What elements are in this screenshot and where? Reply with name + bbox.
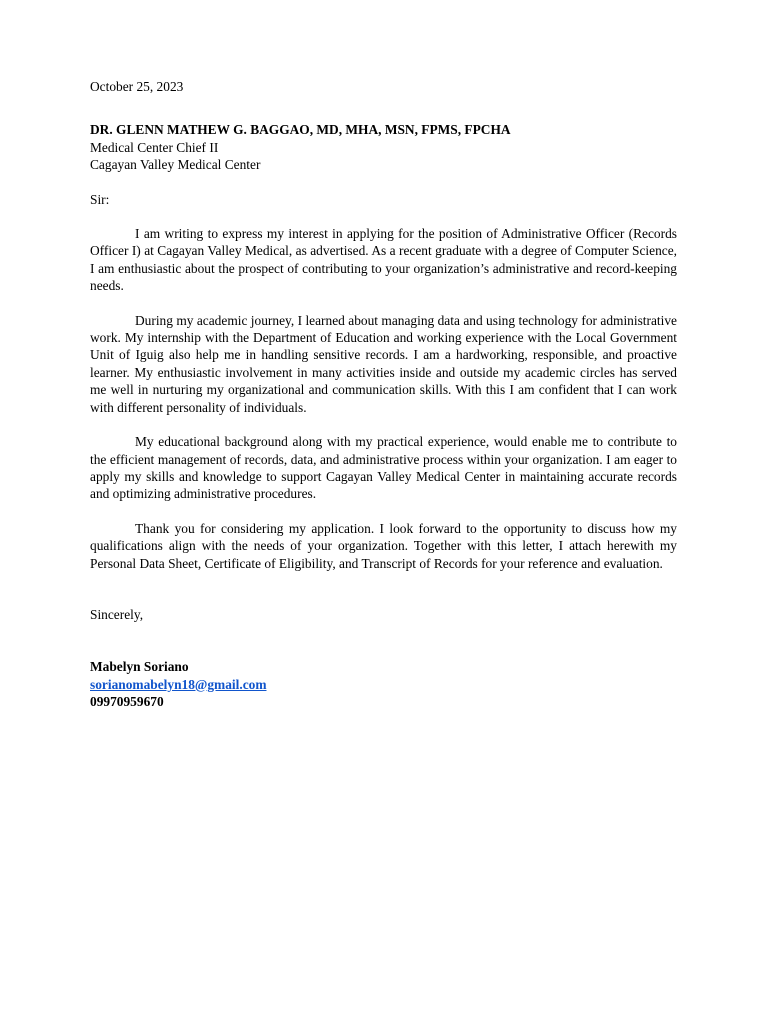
sender-name: Mabelyn Soriano	[90, 659, 189, 675]
letter-date: October 25, 2023	[90, 79, 184, 94]
body-paragraph-1: I am writing to express my interest in applying for the position of Administrative Officer (Records Officer I) at Cagayan Valley Medical, as advertised. As a recent graduate with a degree of Computer Science, I am enthusiastic about the prospect of contributing to your organization’s administrative and record-keeping needs.	[90, 226, 677, 294]
body-paragraph-3: My educational background along with my practical experience, would enable me to contribute to the efficient management of records, data, and administrative process within your organization. I am eager to apply my skills and knowledge to support Cagayan Valley Medical Center in maintaining accurate records and optimizing administrative procedures.	[90, 434, 677, 502]
signature-block	[90, 658, 677, 710]
closing: Sincerely,	[90, 606, 144, 622]
recipient-title: Medical Center Chief II	[90, 139, 219, 155]
body-paragraph-4: Thank you for considering my application. I look forward to the opportunity to discuss how my qualifications align with the needs of your organization. Together with this letter, I attach herewith my Personal Data Sheet, Certificate of Eligibility, and Transcript of Records for your reference and evaluation.	[90, 520, 677, 571]
recipient-block	[90, 121, 677, 173]
recipient-name: DR. GLENN MATHEW G. BAGGAO, MD, MHA, MSN, FPMS, FPCHA	[90, 122, 511, 138]
sender-phone: 09970959670	[90, 694, 164, 710]
sender-email-link[interactable]: sorianomabelyn18@gmail.com	[90, 676, 267, 692]
salutation: Sir:	[90, 191, 110, 207]
recipient-organization: Cagayan Valley Medical Center	[90, 157, 261, 173]
letter-page	[90, 78, 677, 711]
body-paragraph-2: During my academic journey, I learned about managing data and using technology for administrative work. My internship with the Department of Education and working experience with the Local Government Unit of Iguig also help me in handling sensitive records. I am a hardworking, responsible, and proactive learner. My enthusiastic involvement in many activities inside and outside my academic circles has served me well in nurturing my organizational and communication skills. With this I am confident that I can work with different personality of individuals.	[90, 312, 677, 415]
